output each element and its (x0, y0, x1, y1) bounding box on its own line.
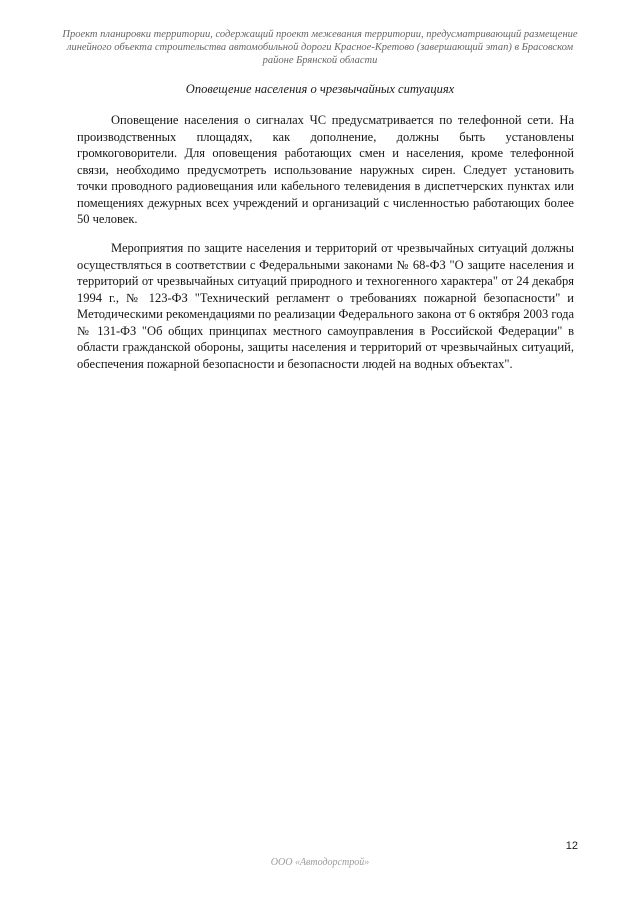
paragraph-protection-measures: Мероприятия по защите населения и территорий от чрезвычайных ситуаций должны осуществляться в соответствии с Федеральными законами № 68-ФЗ "О защите населения и территорий от чрезвычайных ситуаций природного и техногенного характера" от 24 декабря 1994 г., № 123-ФЗ "Технический регламент о требованиях пожарной безопасности" и Методическими рекомендациями по реализации Федерального закона от 6 октября 2003 года № 131-ФЗ "Об общих принципах местного самоуправления в Российской Федерации" в области гражданской обороны, защиты населения и территорий от чрезвычайных ситуаций, обеспечения пожарной безопасности и безопасности людей на водных объектах". (77, 241, 574, 371)
running-header: Проект планировки территории, содержащий проект межевания территории, предусматривающий размещение линейного объекта строительства автомобильной дороги Красное-Кретово (завершающий этап) в Брасовском районе Брянской области (62, 29, 578, 66)
running-footer: ООО «Автодорстрой» (270, 857, 370, 868)
section-title: Оповещение населения о чрезвычайных ситуациях (185, 82, 455, 96)
page-number: 12 (565, 840, 578, 852)
paragraph-notification: Оповещение населения о сигналах ЧС предусматривается по телефонной сети. На производственных площадях, как дополнение, должны быть установлены громкоговорители. Для оповещения работающих смен и населения, кроме телефонной связи, необходимо предусмотреть использование наружных сирен. Следует установить точки проводного радиовещания или кабельного телевидения в диспетчерских пунктах или помещениях дежурных всех учреждений и организаций с численностью работающих более 50 человек. (77, 113, 574, 226)
